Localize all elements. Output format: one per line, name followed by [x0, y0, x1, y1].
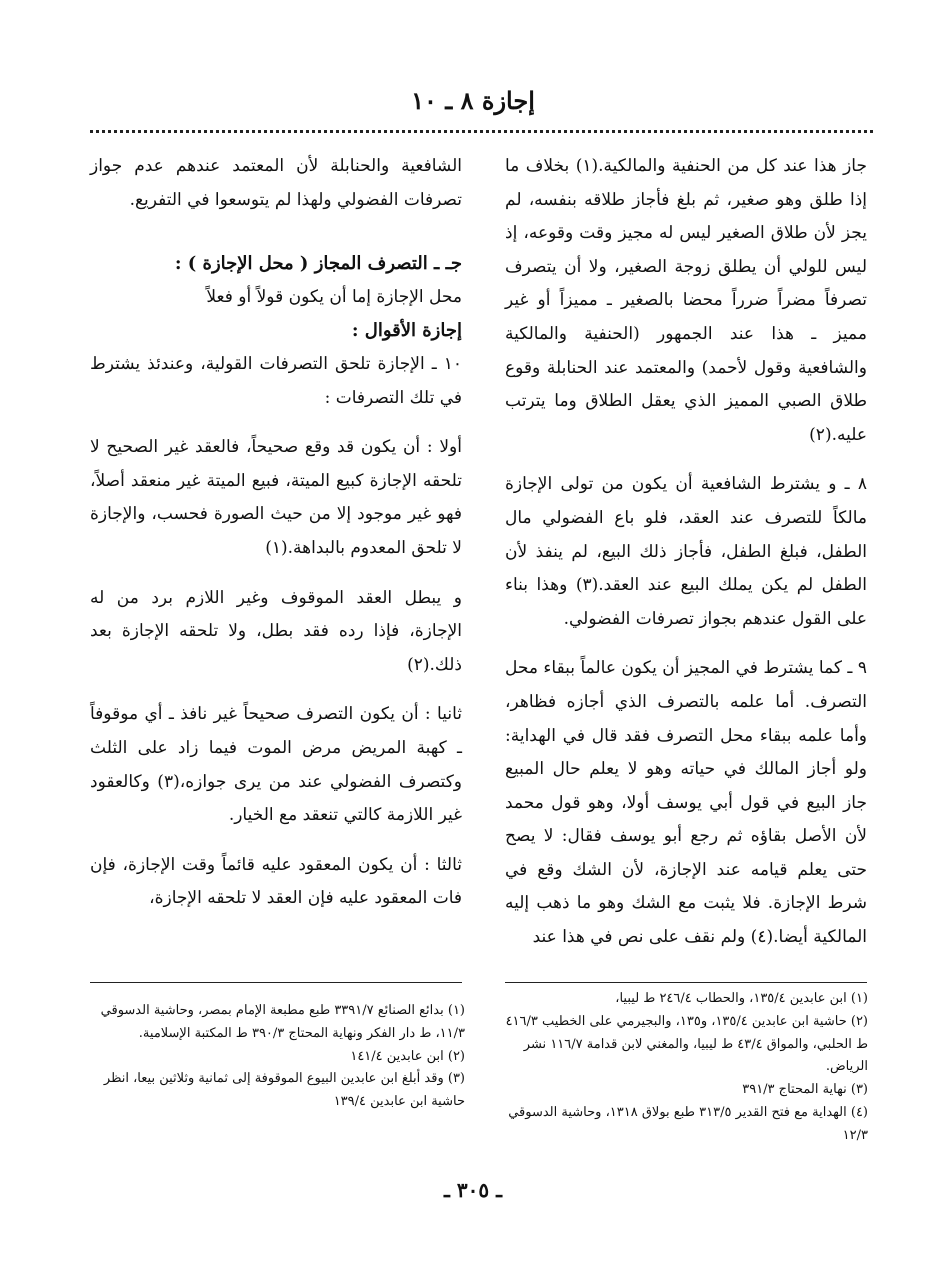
- subheading-aqwal: إجازة الأقوال :: [351, 320, 462, 342]
- paragraph-10: ١٠ ـ الإجازة تلحق التصرفات القولية، وعندئذ يشترط في تلك التصرفات :: [90, 353, 463, 408]
- paragraph-8: ٨ ـ و يشترط الشافعية أن يكون من تولى الإجازة مالكاً للتصرف عند العقد، فلو باع الفضولي مال الطفل، فبلغ الطفل، فأجاز ذلك البيع، لم ينفذ لأن الطفل لم يكن يملك البيع عند العقد.(٣) وهذا بناء على القول عندهم بجواز تصرفات الفضولي.: [505, 474, 867, 629]
- right-footnote-rule: [505, 982, 867, 983]
- running-header-title: إجازة ٨ ـ ١٠: [411, 86, 535, 115]
- header-dotted-rule: [90, 130, 873, 133]
- paragraph-second-condition: ثانيا : أن يكون التصرف صحيحاً غير نافذ ـ أي موقوفاً ـ كهبة المريض مرض الموت فيما زاد على الثلث وكتصرف الفضولي عند من يرى جوازه،(٣) وكالعقود غير اللازمة كالتي تنعقد مع الخيار.: [90, 704, 462, 826]
- left-column: [90, 150, 462, 916]
- footnote-item: (١) بدائع الصنائع ٣٣٩١/٧ طبع مطبعة الإمام بمصر، وحاشية الدسوقي ١١/٣، ط دار الفكر ونهاية المحتاج ٣٩٠/٣ ط المكتبة الإسلامية.: [100, 1003, 465, 1041]
- section-intro: محل الإجازة إما أن يكون قولاً أو فعلاً: [206, 286, 462, 307]
- right-footnotes: [500, 988, 868, 1148]
- section-heading: جـ ـ التصرف المجاز ( محل الإجازة ) :: [174, 253, 462, 275]
- paragraph-third-condition: ثالثا : أن يكون المعقود عليه قائماً وقت الإجازة، فإن فات المعقود عليه فإن العقد لا تلحقه الإجازة،: [90, 854, 462, 909]
- paragraph-first-condition: أولا : أن يكون قد وقع صحيحاً، فالعقد غير الصحيح لا تلحقه الإجازة كبيع الميتة، فبيع الميتة غير منعقد أصلاً، فهو غير موجود إلا من حيث الصورة فحسب، والإجازة لا تلحق المعدوم بالبداهة.(١): [90, 437, 462, 558]
- paragraph-continuation: الشافعية والحنابلة لأن المعتمد عندهم عدم جواز تصرفات الفضولي ولهذا لم يتوسعوا في التفريع.: [90, 156, 462, 210]
- paragraph-talaq: جاز هذا عند كل من الحنفية والمالكية.(١) بخلاف ما إذا طلق وهو صغير، ثم بلغ فأجاز طلاقه بنفسه، لم يجز لأن طلاق الصغير ليس له مجيز وقت وقوعه، إذ ليس للولي أن يطلق زوجة الصغير، ولا أن يتصرف تصرفاً مضراً ضرراً محضا بالصغير ـ مميزاً أو غير مميز ـ هذا عند الجمهور (الحنفية والمالكية والشافعية وقول لأحمد) والمعتمد عند الحنابلة وقوع طلاق الصبي المميز الذي يعقل الطلاق وما يترتب عليه.(٢): [505, 156, 867, 445]
- left-footnote-rule: [90, 982, 462, 983]
- paragraph-9: ٩ ـ كما يشترط في المجيز أن يكون عالماً ببقاء محل التصرف. أما علمه بالتصرف الذي أجازه فظاهر، وأما علمه ببقاء محل التصرف فقد قال في الهداية: ولو أجاز المالك في حياته وهو لا يعلم حال المبيع جاز البيع في قول أبي يوسف أولا، وهو قول محمد لأن الأصل بقاؤه ثم رجع أبو يوسف فقال: لا يصح حتى يعلم قيامه عند الإجازة، لأن الشك وقع في شرط الإجازة. فلا يثبت مع الشك وهو ما ذهب إليه المالكية أيضا.(٤) ولم نقف على نص في هذا عند: [505, 658, 867, 948]
- left-footnotes: [90, 1000, 465, 1114]
- footnote-item: (٣) نهاية المحتاج ٣٩١/٣: [742, 1082, 868, 1098]
- paragraph-void: و يبطل العقد الموقوف وغير اللازم برد من له الإجازة، فإذا رده فقد بطل، ولا تلحقه الإجازة بعد ذلك.(٢): [90, 587, 462, 675]
- footnote-item: (٢) ابن عابدين ١٤١/٤: [350, 1048, 465, 1064]
- footnote-item: (٤) الهداية مع فتح القدير ٣١٣/٥ طبع بولاق ١٣١٨، وحاشية الدسوقي ١٢/٣: [508, 1104, 868, 1143]
- right-column: [505, 150, 867, 955]
- page-number: ـ ٣٠٥ ـ: [444, 1178, 502, 1202]
- footnote-item: (٢) حاشية ابن عابدين ١٣٥/٤، و١٣٥، والبجيرمي على الخطيب ٤١٦/٣ ط الحلبي، والمواق ٤٣/٤ ط ليبيا، والمغني لابن قدامة ١١٦/٧ نشر الرياض.: [505, 1013, 868, 1075]
- footnote-item: (١) ابن عابدين ١٣٥/٤، والحطاب ٢٤٦/٤ ط ليبيا،: [615, 991, 868, 1006]
- footnote-item: (٣) وقد أبلغ ابن عابدين البيوع الموقوفة إلى ثمانية وثلاثين بيعا، انظر حاشية ابن عابدين ١٣٩/٤: [103, 1071, 465, 1110]
